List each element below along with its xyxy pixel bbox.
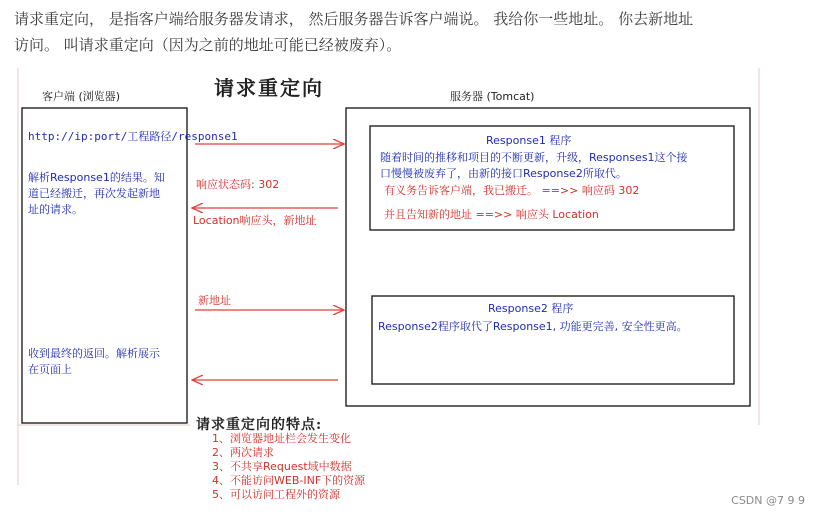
server-label: 服务器 (Tomcat)	[450, 90, 535, 103]
feature-item: 4、不能访问WEB-INF下的资源	[212, 474, 366, 487]
watermark: CSDN @7 9 9	[731, 494, 805, 507]
diagram-title: 请求重定向	[214, 76, 324, 100]
client-note-2-line-1: 收到最终的返回。解析展示	[28, 347, 160, 360]
response2-title: Response2 程序	[488, 302, 574, 315]
response1-description	[380, 150, 688, 182]
client-note-1-line-3: 址的请求。	[28, 203, 83, 216]
client-note-1	[28, 170, 165, 218]
client-note-1-line-2: 道已经搬迁，再次发起新地	[28, 187, 160, 200]
client-label: 客户端 (浏览器)	[42, 90, 121, 103]
response2-description: Response2程序取代了Response1, 功能更完善, 安全性更高。	[378, 320, 688, 333]
client-note-2-line-2: 在页面上	[28, 363, 72, 376]
feature-item: 5、可以访问工程外的资源	[212, 488, 340, 501]
response1-title: Response1 程序	[486, 134, 572, 147]
new-address-label: 新地址	[198, 294, 231, 307]
response1-notice-2: 并且告知新的地址 ==>> 响应头 Location	[384, 208, 599, 221]
response1-description-line-1: 随着时间的推移和项目的不断更新，升级，Responses1这个接	[380, 151, 688, 164]
status-code-label: 响应状态码: 302	[196, 178, 280, 191]
features-title: 请求重定向的特点:	[196, 417, 323, 433]
feature-item: 2、两次请求	[212, 446, 274, 459]
intro-line-1: 请求重定向， 是指客户端给服务器发请求， 然后服务器告诉客户端说。 我给你一些地址。 你去新地址	[14, 10, 694, 28]
intro-line-2: 访问。 叫请求重定向（因为之前的地址可能已经被废弃）。	[14, 36, 402, 54]
request-url: http://ip:port/工程路径/response1	[28, 130, 238, 143]
response1-notice-1: 有义务告诉客户端，我已搬迁。 ==>> 响应码 302	[384, 184, 640, 197]
feature-item: 1、浏览器地址栏会发生变化	[212, 432, 351, 445]
location-header-label: Location响应头，新地址	[193, 214, 317, 227]
client-note-2	[28, 346, 160, 378]
feature-item: 3、不共享Request域中数据	[212, 460, 352, 473]
response1-description-line-2: 口慢慢被废弃了，由新的接口Response2所取代。	[380, 167, 627, 180]
client-note-1-line-1: 解析Response1的结果。知	[28, 171, 165, 184]
